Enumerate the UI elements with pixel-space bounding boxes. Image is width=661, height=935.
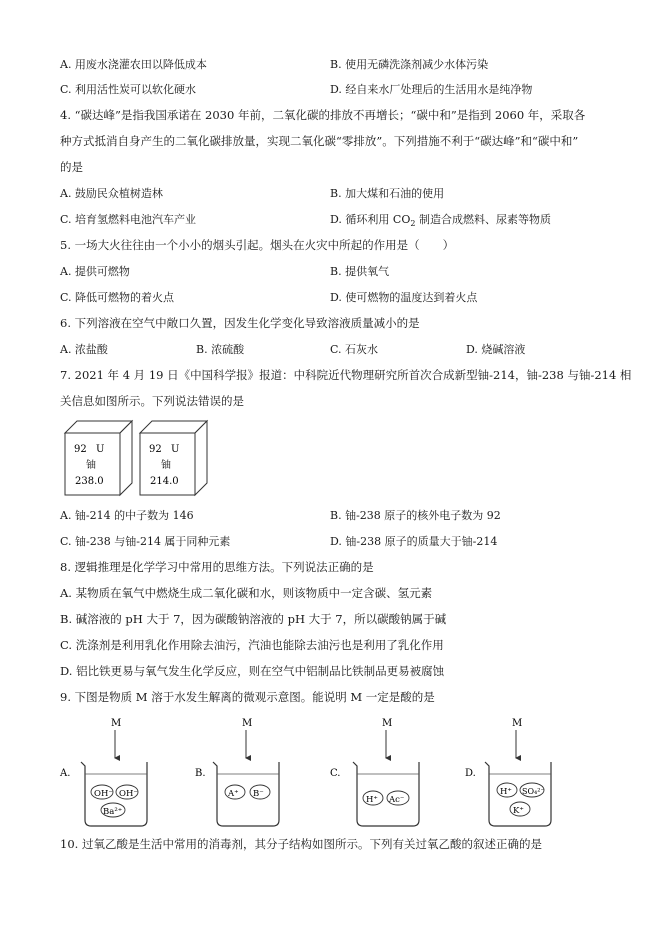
ion-ac-label: Ac⁻ [389, 795, 405, 805]
ion-a-plus-label: A⁺ [228, 789, 239, 799]
q8-option-c: C. 洗涤剂是利用乳化作用除去油污，汽油也能除去油污也是利用了乳化作用 [60, 638, 444, 652]
ion-h-plus-d-label: H⁺ [500, 787, 512, 797]
cube1-symbol: U [96, 444, 105, 455]
q7-option-b: B. 铀-238 原子的核外电子数为 92 [330, 509, 501, 522]
q6-stem: 6. 下列溶液在空气中敞口久置，因发生化学变化导致溶液质量减小的是 [60, 316, 420, 330]
beaker-d-m-label: M [512, 718, 523, 729]
q5-option-a: A. 提供可燃物 [60, 265, 130, 278]
q8-stem: 8. 逻辑推理是化学学习中常用的思维方法。下列说法正确的是 [60, 560, 374, 574]
beaker-a-m-label: M [111, 718, 122, 729]
q9-stem: 9. 下图是物质 M 溶于水发生解离的微观示意图。能说明 M 一定是酸的是 [60, 690, 435, 704]
q5-stem: 5. 一场大火往往由一个小小的烟头引起。烟头在火灾中所起的作用是（ ） [60, 238, 455, 252]
ion-oh-2-label: OH⁻ [119, 789, 138, 799]
q6-option-c: C. 石灰水 [330, 343, 379, 356]
q7-option-c: C. 铀-238 与铀-214 属于同种元素 [60, 535, 231, 548]
ion-h-plus-c-label: H⁺ [366, 795, 378, 805]
beaker-b-label: B. [195, 768, 206, 779]
cube1-number: 92 [74, 444, 87, 455]
q4-option-c: C. 培育氢燃料电池汽车产业 [60, 213, 197, 226]
beaker-b-m-label: M [242, 718, 253, 729]
q4-option-b: B. 加大煤和石油的使用 [330, 187, 445, 200]
q4-stem-line3: 的是 [60, 160, 83, 174]
q7-option-a: A. 铀-214 的中子数为 146 [60, 509, 194, 522]
q5-option-b: B. 提供氧气 [330, 265, 390, 278]
q3-option-d: D. 经自来水厂处理后的生活用水是纯净物 [330, 83, 533, 96]
q6-option-a: A. 浓盐酸 [60, 343, 108, 356]
q6-option-d: D. 烧碱溶液 [466, 343, 526, 356]
uranium-element-cubes [60, 418, 220, 498]
q5-option-d: D. 使可燃物的温度达到着火点 [330, 291, 478, 304]
beaker-d [465, 718, 551, 826]
q4-stem-line1: 4. “碳达峰”是指我国承诺在 2030 年前，二氧化碳的排放不再增长；“碳中和”是指到 2060 年，采取各 [60, 108, 586, 122]
beaker-c-label: C. [330, 768, 341, 779]
uranium-238-cube [65, 421, 132, 495]
q4-option-d-post: 制造合成燃料、尿素等物质 [415, 213, 551, 226]
q8-option-a: A. 某物质在氧气中燃烧生成二氧化碳和水，则该物质中一定含碳、氢元素 [60, 586, 433, 600]
dissociation-diagrams [55, 712, 615, 830]
beaker-a-label: A. [60, 768, 71, 779]
uranium-214-cube [140, 421, 207, 495]
q3-option-c: C. 利用活性炭可以软化硬水 [60, 83, 197, 96]
ion-oh-1-label: OH⁻ [94, 789, 113, 799]
q6-option-b: B. 浓硫酸 [196, 343, 245, 356]
cube2-symbol: U [171, 444, 180, 455]
q4-option-a: A. 鼓励民众植树造林 [60, 187, 163, 200]
q4-option-d [330, 212, 551, 231]
q4-stem-line2: 种方式抵消自身产生的二氧化碳排放量，实现二氧化碳“零排放”。下列措施不利于“碳达峰”和“碳中和” [60, 134, 579, 148]
q3-option-b: B. 使用无磷洗涤剂减少水体污染 [330, 58, 489, 71]
q8-option-d: D. 铝比铁更易与氧气发生化学反应，则在空气中铝制品比铁制品更易被腐蚀 [60, 664, 445, 678]
ion-ba-label: Ba²⁺ [103, 807, 123, 817]
beaker-d-label: D. [465, 768, 476, 779]
q4-option-d-pre: D. 循环利用 CO [330, 213, 411, 226]
q7-stem-line2: 关信息如图所示。下列说法错误的是 [60, 394, 244, 408]
q3-option-a: A. 用废水浇灌农田以降低成本 [60, 58, 207, 71]
cube1-name: 铀 [86, 460, 96, 471]
beaker-c-m-label: M [382, 718, 393, 729]
cube1-mass: 238.0 [75, 476, 104, 487]
cube2-name: 铀 [161, 460, 171, 471]
beaker-a [59, 718, 147, 826]
cube2-number: 92 [149, 444, 162, 455]
q7-stem-line1: 7. 2021 年 4 月 19 日《中国科学报》报道：中科院近代物理研究所首次合成新型铀-214，铀-238 与铀-214 相 [60, 368, 632, 382]
q4-option-d-sub: 2 [410, 219, 416, 229]
q10-stem: 10. 过氧乙酸是生活中常用的消毒剂，其分子结构如图所示。下列有关过氧乙酸的叙述正确的是 [60, 837, 542, 851]
ion-so4-label: SO₄²⁻ [522, 787, 545, 796]
beaker-c [330, 718, 419, 826]
beaker-b [195, 718, 279, 826]
q7-option-d: D. 铀-238 原子的质量大于铀-214 [330, 535, 498, 548]
ion-b-minus-label: B⁻ [253, 789, 264, 799]
q5-option-c: C. 降低可燃物的着火点 [60, 291, 175, 304]
q8-option-b: B. 碱溶液的 pH 大于 7，因为碳酸钠溶液的 pH 大于 7，所以碳酸钠属于碱 [60, 612, 447, 626]
ion-k-plus-label: K⁺ [513, 806, 524, 816]
cube2-mass: 214.0 [150, 476, 179, 487]
